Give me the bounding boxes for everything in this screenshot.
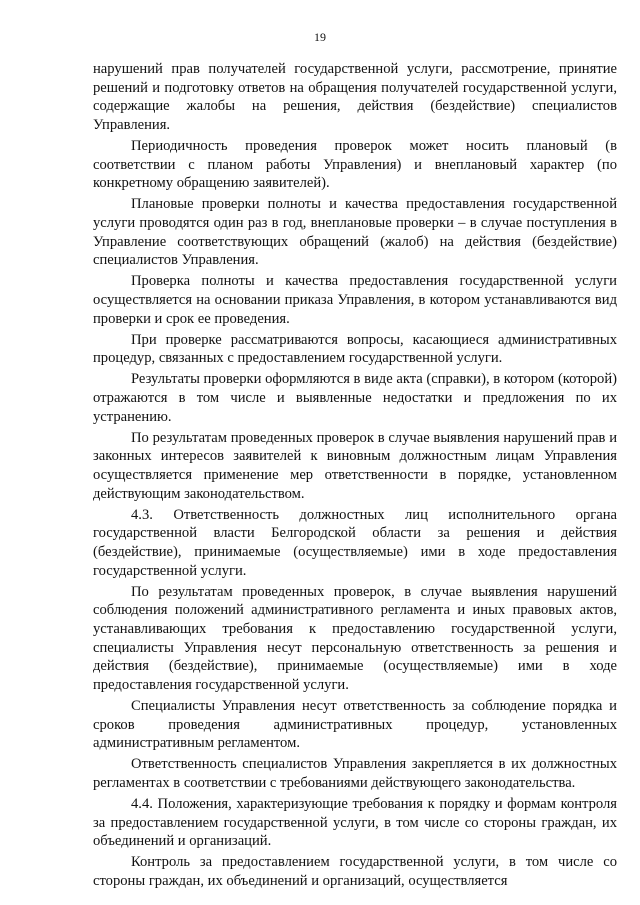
paragraph: нарушений прав получателей государственной услуги, рассмотрение, принятие решений и подготовку ответов на обращения получателей государственной услуги, содержащие жалобы на решения, действия (бездействие) специалистов Управления. — [93, 61, 617, 133]
paragraph: Периодичность проведения проверок может носить плановый (в соответствии с планом работы Управления) и внеплановый характер (по конкретному обращению заявителей). — [93, 137, 617, 192]
section-heading-4-3: 4.3. Ответственность должностных лиц исполнительного органа государственной власти Белгородской области за решения и действия (бездействие), принимаемые (осуществляемые) ими в ходе предоставления государственной услуги. — [93, 506, 617, 579]
paragraph: При проверке рассматриваются вопросы, касающиеся административных процедур, связанных с предоставлением государственной услуги. — [93, 331, 617, 367]
paragraph: Специалисты Управления несут ответственность за соблюдение порядка и сроков проведения административных процедур, установленных административным регламентом. — [93, 697, 617, 752]
page-number: 19 — [314, 30, 326, 44]
paragraph: Проверка полноты и качества предоставления государственной услуги осуществляется на основании приказа Управления, в котором устанавливаются вид проверки и срок ее проведения. — [93, 273, 617, 327]
document-body — [93, 60, 617, 893]
paragraph: По результатам проведенных проверок в случае выявления нарушений прав и законных интересов заявителей к виновным должностным лицам Управления осуществляется применение мер ответственности в порядке, установленном действующим законодательством. — [93, 429, 617, 502]
section-heading-4-4: 4.4. Положения, характеризующие требования к порядку и формам контроля за предоставлением государственной услуги, в том числе со стороны граждан, их объединений и организаций. — [93, 796, 617, 850]
paragraph: По результатам проведенных проверок, в случае выявления нарушений соблюдения положений административного регламента и иных правовых актов, устанавливающих требования к предоставлению государственной услуги, специалисты Управления несут персональную ответственность за решения и действия (бездействие), принимаемые (осуществляемые) ими в ходе предоставления государственной услуги. — [93, 583, 617, 693]
paragraph: Результаты проверки оформляются в виде акта (справки), в котором (которой) отражаются в том числе и выявленные недостатки и предложения по их устранению. — [93, 371, 618, 425]
paragraph: Контроль за предоставлением государственной услуги, в том числе со стороны граждан, их объединений и организаций, осуществляется — [93, 854, 617, 890]
paragraph: Плановые проверки полноты и качества предоставления государственной услуги проводятся один раз в год, внеплановые проверки – в случае поступления в Управление соответствующих обращений (жалоб) на действия (бездействие) специалистов Управления. — [93, 196, 617, 269]
paragraph: Ответственность специалистов Управления закрепляется в их должностных регламентах в соответствии с требованиями действующего законодательства. — [93, 756, 617, 791]
